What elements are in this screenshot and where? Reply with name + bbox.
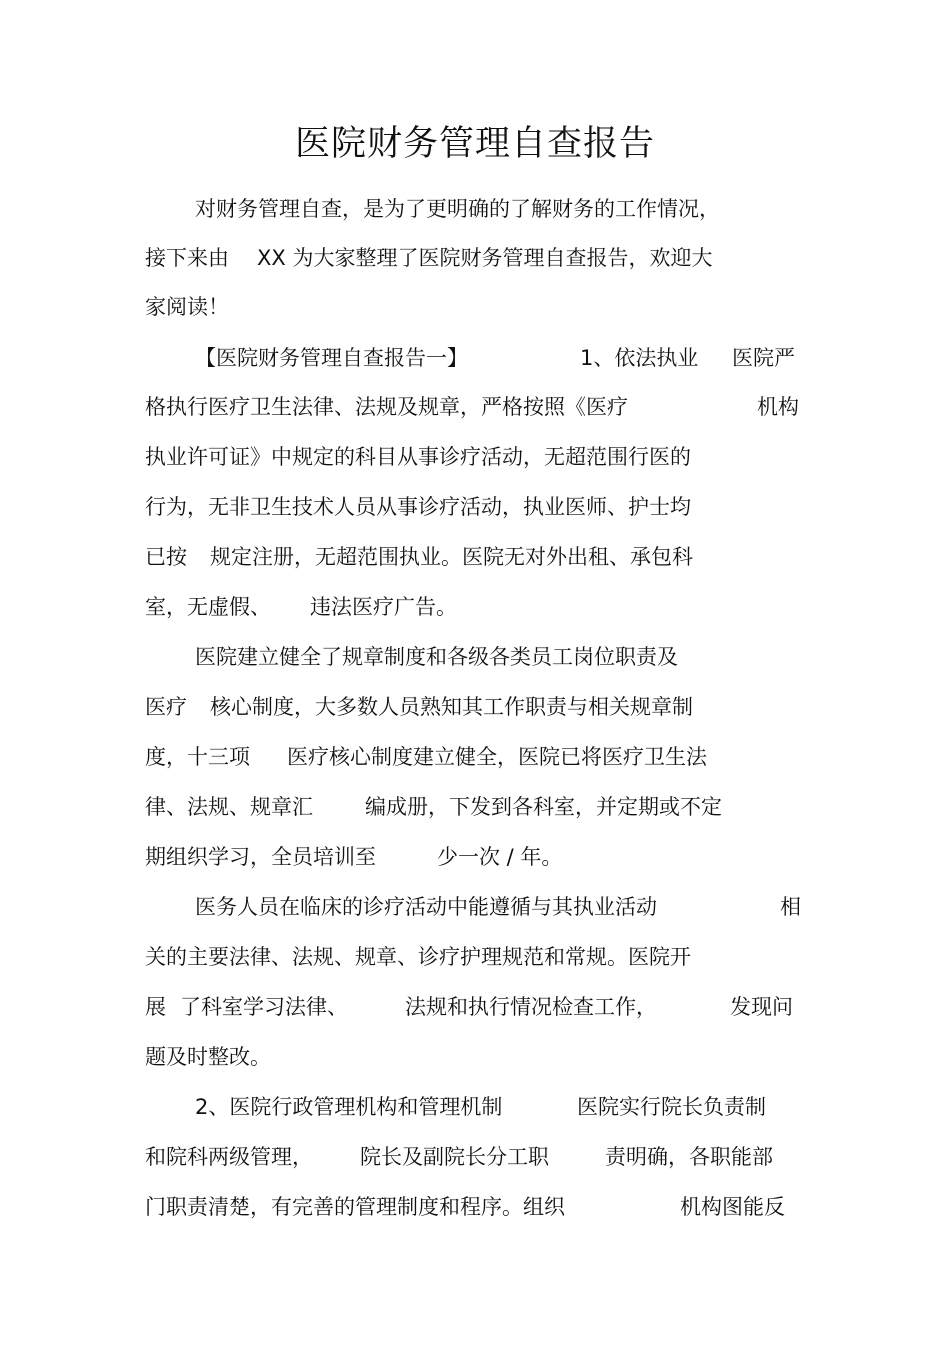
text-segment: 期组织学习，全员培训至 [145,845,376,869]
text-segment: 【医院财务管理自查报告一】 [195,346,468,370]
text-segment: 执业许可证》中规定的科目从事诊疗活动，无超范围行医的 [145,445,691,469]
text-line [0,590,950,624]
text-segment: 格执行医疗卫生法律、法规及规章，严格按照《医疗 [145,395,628,419]
text-segment: 医疗核心制度建立健全，医院已将医疗卫生法 [287,745,707,769]
text-segment: 规定注册，无超范围执业。医院无对外出租、承包科 [210,545,693,569]
text-segment: XX 为大家整理了医院财务管理自查报告，欢迎大 [257,246,713,270]
text-segment: 和院科两级管理， [145,1145,313,1169]
text-line [0,990,950,1024]
text-line [0,890,950,924]
text-segment: 行为，无非卫生技术人员从事诊疗活动，执业医师、护士均 [145,495,691,519]
text-line [0,1040,950,1074]
text-line [0,1090,950,1124]
text-segment: 少一次 / 年。 [437,845,563,869]
text-segment: 1、依法执业 [580,346,699,370]
text-segment: 机构 [757,395,799,419]
text-segment: 展 [145,995,166,1019]
text-segment: 2、医院行政管理机构和管理机制 [195,1095,503,1119]
text-segment: 院长及副院长分工职 [360,1145,549,1169]
text-segment: 室，无虚假、 [145,595,271,619]
text-segment: 法规和执行情况检查工作， [405,995,657,1019]
text-segment: 家阅读！ [145,295,229,319]
text-segment: 相 [780,895,801,919]
text-segment: 度，十三项 [145,745,250,769]
text-segment: 责明确，各职能部 [605,1145,773,1169]
text-line [0,390,950,424]
text-segment: 医院建立健全了规章制度和各级各类员工岗位职责及 [195,645,678,669]
text-segment: 医院实行院长负责制 [577,1095,766,1119]
text-segment: 编成册，下发到各科室，并定期或不定 [365,795,722,819]
text-line [0,940,950,974]
text-line [0,341,950,375]
text-segment: 医院严 [732,346,795,370]
text-line [0,740,950,774]
text-segment: 核心制度，大多数人员熟知其工作职责与相关规章制 [210,695,693,719]
text-line [0,690,950,724]
text-line [0,490,950,524]
text-segment: 机构图能反 [680,1195,785,1219]
document-title: 医院财务管理自查报告 [294,124,655,164]
text-segment: 接下来由 [145,246,229,270]
text-segment: 律、法规、规章汇 [145,795,313,819]
text-line [0,241,950,275]
text-segment: 医疗 [145,695,187,719]
text-line [0,1140,950,1174]
text-segment: 了科室学习法律、 [180,995,348,1019]
text-line [0,440,950,474]
text-segment: 医务人员在临床的诊疗活动中能遵循与其执业活动 [195,895,657,919]
text-segment: 门职责清楚，有完善的管理制度和程序。组织 [145,1195,565,1219]
text-line [0,640,950,674]
text-line [0,540,950,574]
text-line [0,192,950,226]
text-segment: 题及时整改。 [145,1045,271,1069]
text-segment: 发现问 [730,995,793,1019]
text-segment: 已按 [145,545,187,569]
text-line [0,790,950,824]
text-segment: 违法医疗广告。 [310,595,457,619]
text-line [0,840,950,874]
text-segment: 关的主要法律、法规、规章、诊疗护理规范和常规。医院开 [145,945,691,969]
text-line [0,1190,950,1224]
text-line [0,290,950,324]
text-segment: 对财务管理自查，是为了更明确的了解财务的工作情况， [195,197,720,221]
